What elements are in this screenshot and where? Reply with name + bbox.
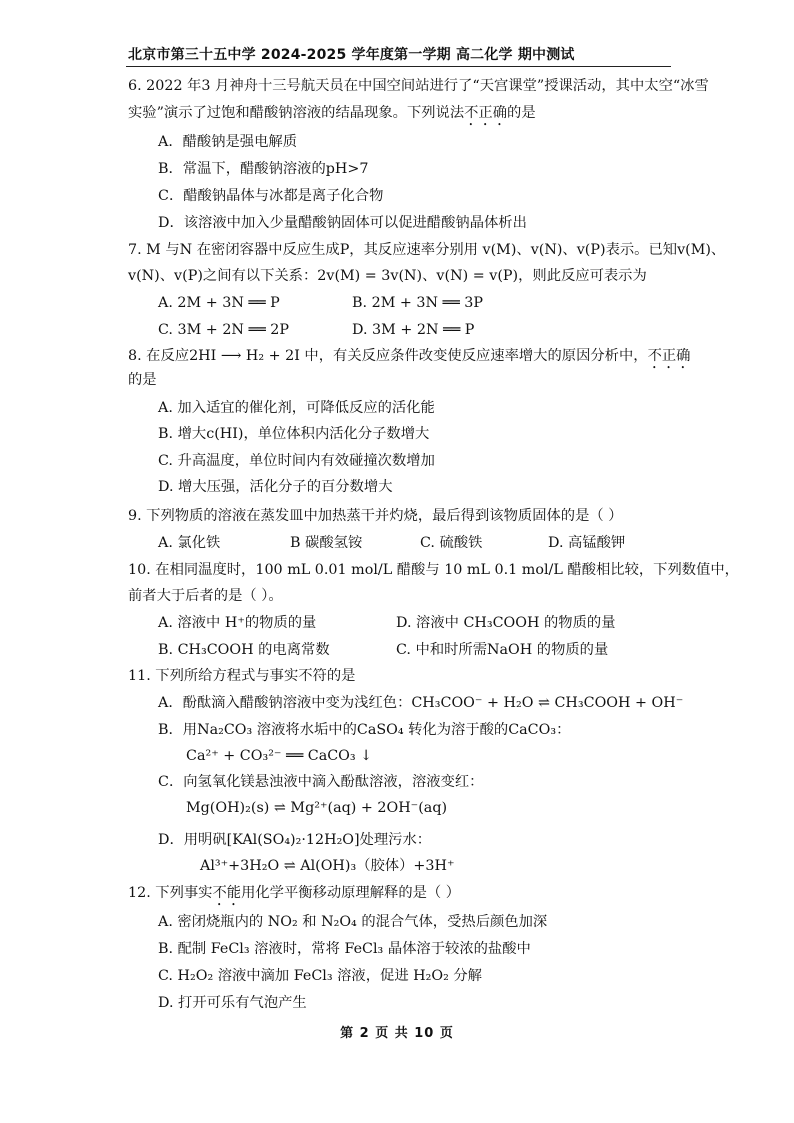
q8-stem-line2: 的是	[128, 372, 157, 388]
q10-option-a: A. 溶液中 H⁺的物质的量	[158, 615, 317, 631]
q9-stem: 9. 下列物质的溶液在蒸发皿中加热蒸干并灼烧，最后得到该物质固体的是（ ）	[128, 508, 623, 524]
q10-option-b: D. 溶液中 CH₃COOH 的物质的量	[396, 615, 616, 631]
q6-option-d: D．该溶液中加入少量醋酸钠固体可以促进醋酸钠晶体析出	[158, 215, 527, 231]
q12-emphasis: 不能	[212, 885, 242, 901]
q10-stem-line2: 前者大于后者的是（ ）。	[128, 588, 283, 604]
q7-option-c: C. 3M + 2N ══ 2P	[158, 322, 289, 338]
q7-stem-line1: 7. M 与N 在密闭容器中反应生成P，其反应速率分别用 v(M)、v(N)、v(P)表示。已知v(M)、	[128, 242, 726, 258]
q7-option-a: A. 2M + 3N ══ P	[158, 295, 280, 311]
q11-option-b: B．用Na₂CO₃ 溶液将水垢中的CaSO₄ 转化为溶于酸的CaCO₃：	[158, 722, 571, 738]
q11-stem: 11. 下列所给方程式与事实不符的是	[128, 668, 356, 684]
q6-option-b: B．常温下，醋酸钠溶液的pH>7	[158, 161, 369, 177]
page-header: 北京市第三十五中学 2024-2025 学年度第一学期 高二化学 期中测试	[128, 47, 575, 63]
q8-option-b: B. 增大c(HI)，单位体积内活化分子数增大	[158, 426, 430, 442]
q11-option-d: D．用明矾[KAl(SO₄)₂·12H₂O]处理污水：	[158, 832, 432, 848]
q12-stem	[128, 883, 460, 909]
q10-option-d: C. 中和时所需NaOH 的物质的量	[396, 642, 609, 658]
q11-option-c-equation: Mg(OH)₂(s) ⇌ Mg²⁺(aq) + 2OH⁻(aq)	[186, 800, 448, 816]
q8-emphasis: 不正确	[647, 348, 691, 364]
q9-option-c: C. 硫酸铁	[420, 535, 483, 551]
q12-stem-text: 12. 下列事实	[128, 885, 213, 901]
q8-stem-line1	[128, 346, 690, 372]
q11-option-a: A．酚酞滴入醋酸钠溶液中变为浅红色：CH₃COO⁻ + H₂O ⇌ CH₃COOH + OH⁻	[158, 695, 684, 711]
q8-stem-text: 8. 在反应2HI ⟶ H₂ + 2I 中，有关反应条件改变使反应速率增大的原因分析中，	[128, 348, 648, 364]
q12-stem-end: 用化学平衡移动原理解释的是（ ）	[241, 885, 461, 901]
q6-stem-line1: 6. 2022 年3 月神舟十三号航天员在中国空间站进行了“天宫课堂”授课活动，其中太空“冰雪	[128, 78, 709, 94]
q8-option-c: C. 升高温度，单位时间内有效碰撞次数增加	[158, 453, 435, 469]
q11-option-c: C．向氢氧化镁悬浊液中滴入酚酞溶液，溶液变红：	[158, 774, 484, 790]
q6-stem-text: 实验”演示了过饱和醋酸钠溶液的结晶现象。下列说法	[128, 105, 465, 121]
q7-option-d: D. 3M + 2N ══ P	[352, 322, 475, 338]
q12-option-d: D. 打开可乐有气泡产生	[158, 995, 307, 1011]
q8-option-a: A. 加入适宜的催化剂，可降低反应的活化能	[158, 400, 435, 416]
q6-emphasis: 不正确	[464, 105, 508, 121]
q12-option-c: C. H₂O₂ 溶液中滴加 FeCl₃ 溶液，促进 H₂O₂ 分解	[158, 968, 482, 984]
page-footer: 第 2 页 共 10 页	[340, 1026, 454, 1041]
q12-option-b: B. 配制 FeCl₃ 溶液时，常将 FeCl₃ 晶体溶于较浓的盐酸中	[158, 941, 531, 957]
q6-stem-end: 的是	[507, 105, 536, 121]
q9-option-a: A. 氯化铁	[158, 535, 221, 551]
q12-option-a: A. 密闭烧瓶内的 NO₂ 和 N₂O₄ 的混合气体，受热后颜色加深	[158, 914, 548, 930]
q7-stem-line2: v(N)、v(P)之间有以下关系：2v(M) = 3v(N)、v(N) = v(P)，则此反应可表示为	[128, 268, 647, 284]
q10-option-c: B. CH₃COOH 的电离常数	[158, 642, 330, 658]
q8-option-d: D. 增大压强，活化分子的百分数增大	[158, 479, 393, 495]
q6-option-c: C．醋酸钠晶体与冰都是离子化合物	[158, 188, 384, 204]
q6-stem-line2	[128, 103, 536, 129]
q11-option-b-equation: Ca²⁺ + CO₃²⁻ ══ CaCO₃ ↓	[186, 748, 373, 764]
q10-stem-line1: 10. 在相同温度时，100 mL 0.01 mol/L 醋酸与 10 mL 0.1 mol/L 醋酸相比较，下列数值中，	[128, 562, 739, 578]
q9-option-d: D. 高锰酸钾	[548, 535, 626, 551]
header-rule	[126, 66, 671, 67]
q11-option-d-equation: Al³⁺+3H₂O ⇌ Al(OH)₃（胶体）+3H⁺	[200, 858, 455, 874]
q6-option-a: A．醋酸钠是强电解质	[158, 134, 297, 150]
q7-option-b: B. 2M + 3N ══ 3P	[352, 295, 484, 311]
q9-option-b: B 碳酸氢铵	[290, 535, 363, 551]
